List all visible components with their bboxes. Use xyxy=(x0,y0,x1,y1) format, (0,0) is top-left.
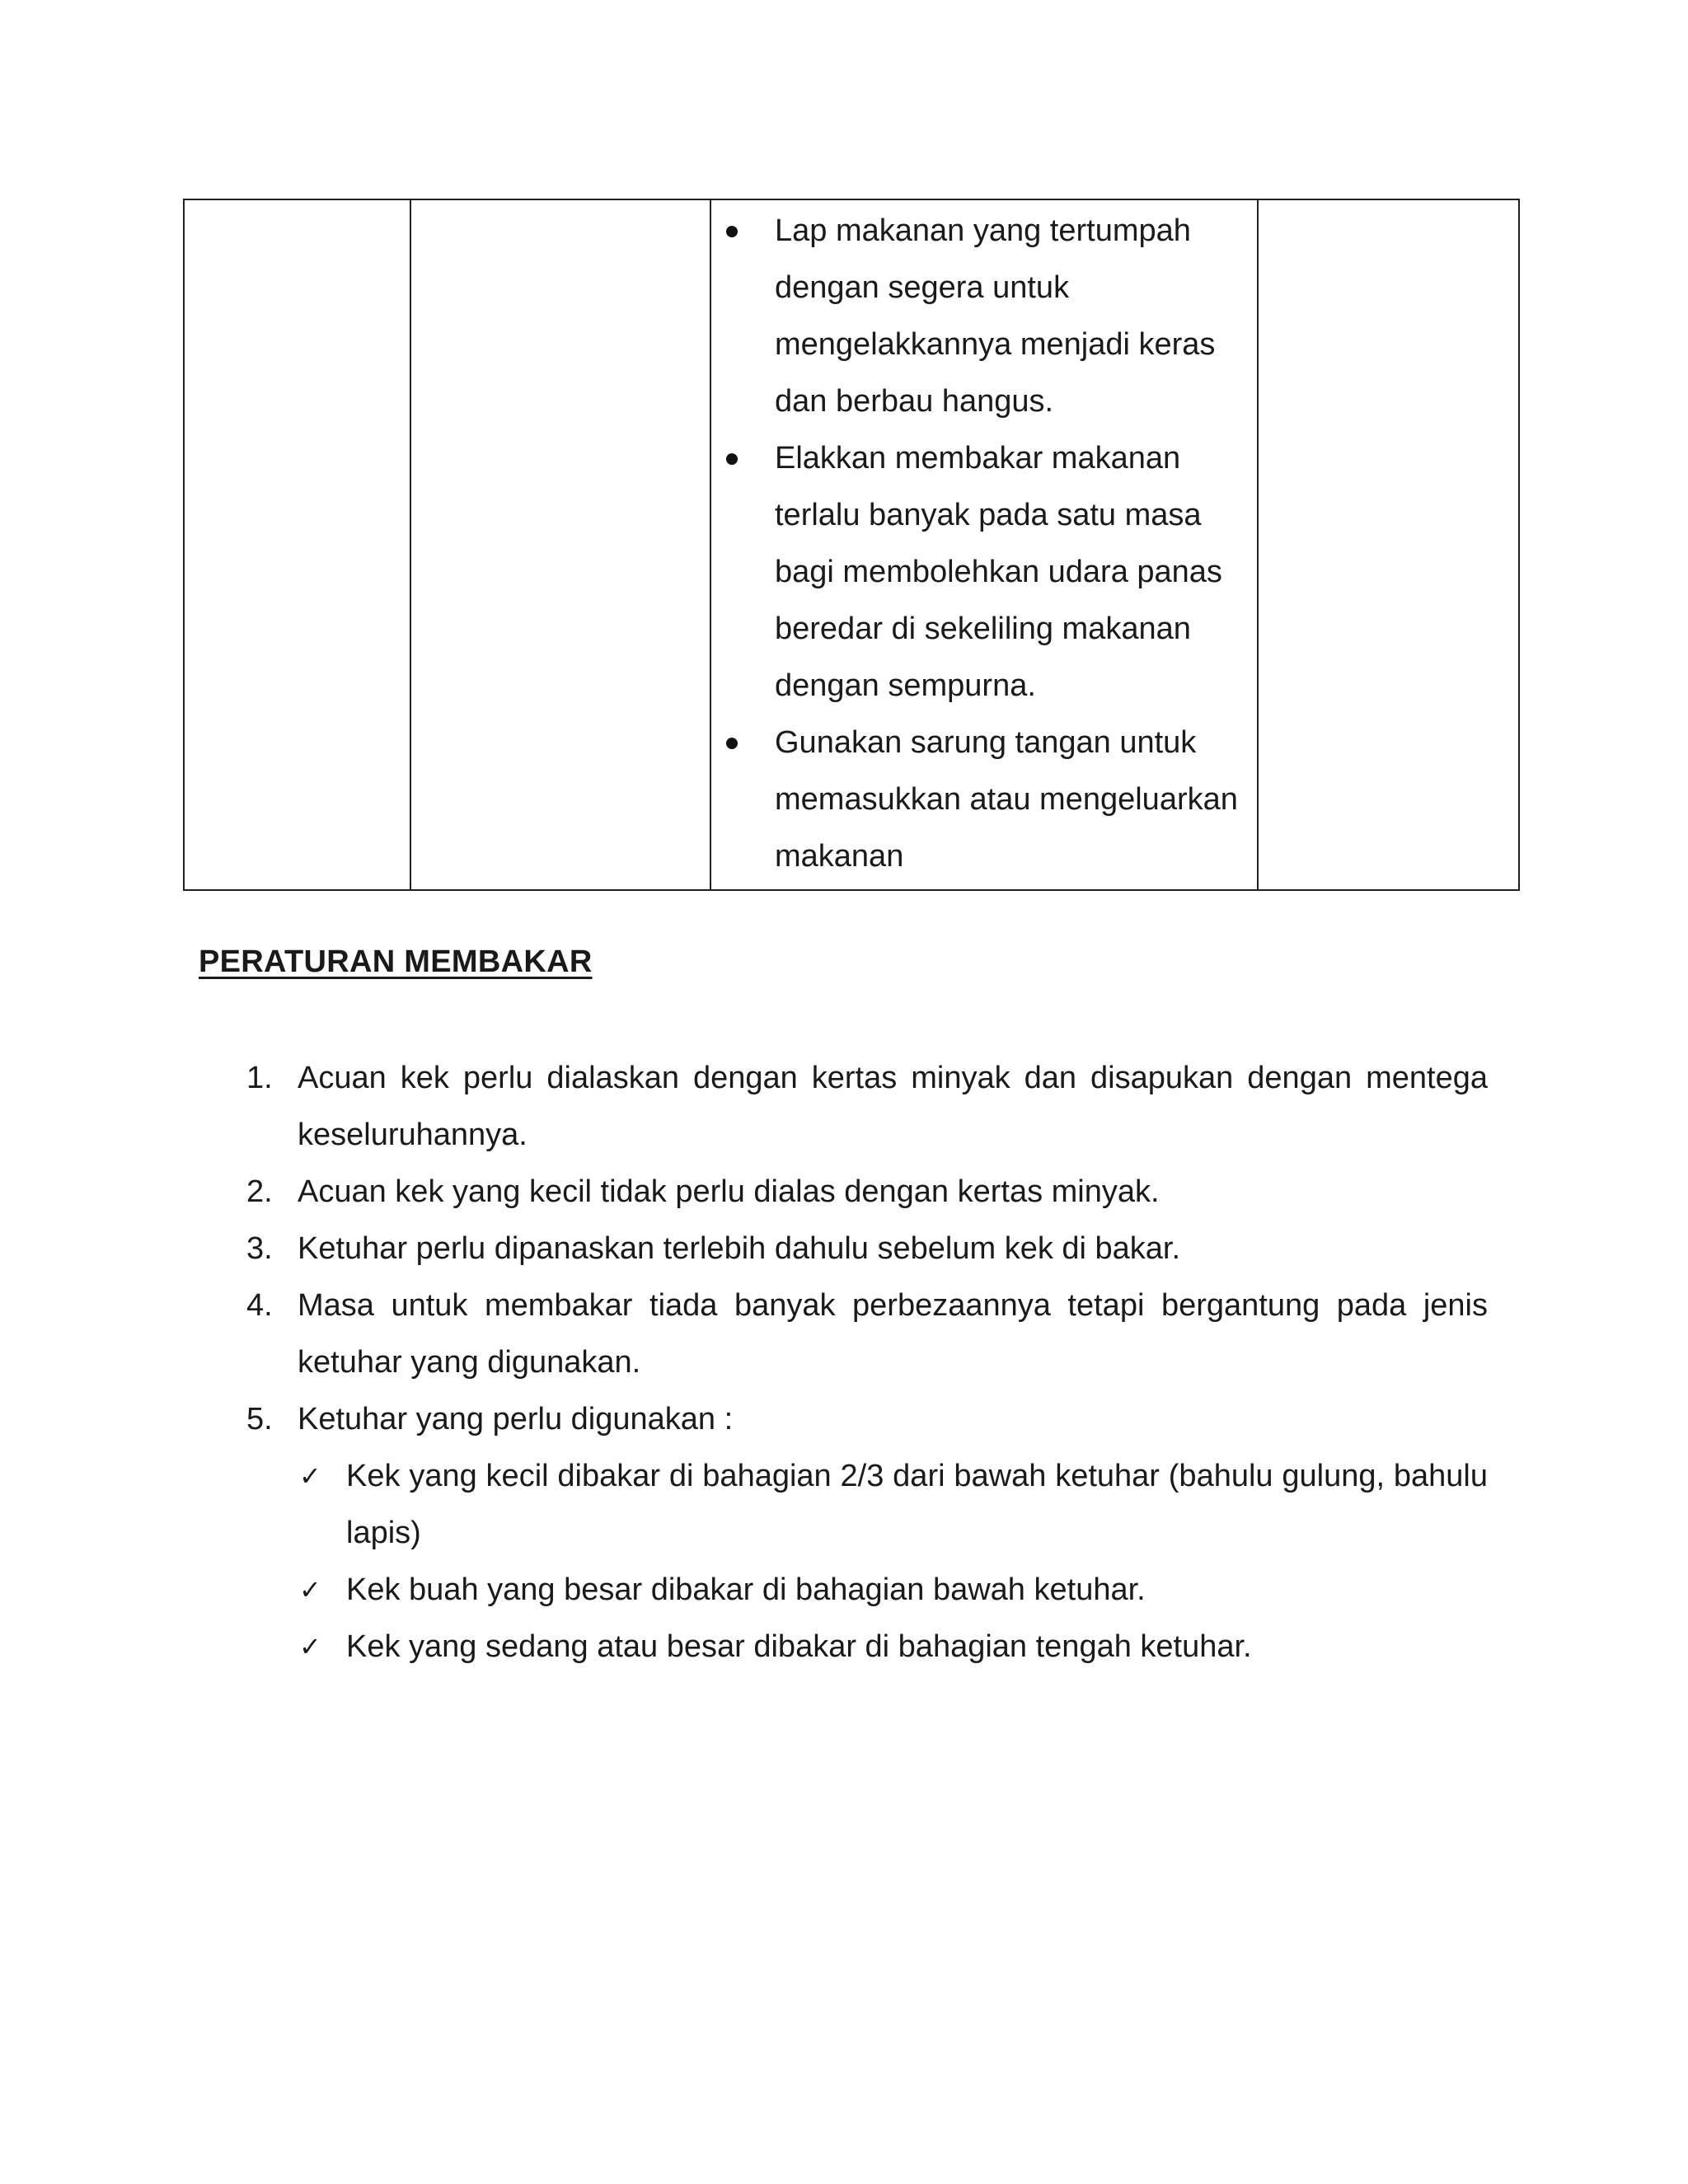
list-number: 2. xyxy=(246,1174,273,1209)
list-number: 5. xyxy=(246,1402,273,1436)
list-item xyxy=(235,1050,1488,1164)
list-item xyxy=(235,1277,1488,1391)
section-heading: PERATURAN MEMBAKAR xyxy=(199,944,593,979)
list-item xyxy=(711,430,1257,715)
list-item xyxy=(711,203,1257,430)
check-text: Kek yang sedang atau besar dibakar di bahagian tengah ketuhar. xyxy=(346,1629,1252,1664)
list-item xyxy=(298,1562,1488,1619)
checkmark-icon: ✓ xyxy=(299,1574,321,1605)
bullet-text: Gunakan sarung tangan untuk memasukkan atau mengeluarkan makanan xyxy=(775,725,1238,874)
table-cell-empty-1 xyxy=(184,199,410,890)
content-table xyxy=(183,199,1520,891)
bullet-text: Lap makanan yang tertumpah dengan segera untuk mengelakkannya menjadi keras dan berbau hangus. xyxy=(775,213,1216,419)
rule-text: Acuan kek perlu dialaskan dengan kertas minyak dan disapukan dengan mentega keseluruhannya. xyxy=(298,1061,1488,1152)
rules-list xyxy=(235,1050,1488,1675)
table-cell-bullets xyxy=(710,199,1258,890)
list-item xyxy=(298,1619,1488,1675)
list-number: 1. xyxy=(246,1061,273,1095)
list-item xyxy=(711,715,1257,885)
rule-text: Masa untuk membakar tiada banyak perbezaannya tetapi bergantung pada jenis ketuhar yang digunakan. xyxy=(298,1288,1488,1380)
table-row xyxy=(184,199,1519,890)
checkmark-list xyxy=(298,1448,1488,1675)
list-item xyxy=(235,1391,1488,1675)
bullet-list xyxy=(711,200,1257,885)
bullet-icon xyxy=(726,453,738,465)
table-cell-empty-2 xyxy=(410,199,710,890)
bullet-icon xyxy=(726,226,738,237)
rule-text: Ketuhar yang perlu digunakan : xyxy=(298,1402,734,1436)
list-number: 4. xyxy=(246,1288,273,1323)
rule-text: Ketuhar perlu dipanaskan terlebih dahulu sebelum kek di bakar. xyxy=(298,1231,1181,1266)
check-text: Kek yang kecil dibakar di bahagian 2/3 dari bawah ketuhar (bahulu gulung, bahulu lapis) xyxy=(346,1459,1488,1550)
list-item xyxy=(298,1448,1488,1562)
list-item xyxy=(235,1164,1488,1221)
list-number: 3. xyxy=(246,1231,273,1266)
bullet-icon xyxy=(726,738,738,749)
rule-text: Acuan kek yang kecil tidak perlu dialas dengan kertas minyak. xyxy=(298,1174,1160,1209)
check-text: Kek buah yang besar dibakar di bahagian bawah ketuhar. xyxy=(346,1572,1146,1607)
checkmark-icon: ✓ xyxy=(299,1460,321,1492)
list-item xyxy=(235,1221,1488,1277)
table-cell-empty-4 xyxy=(1258,199,1519,890)
checkmark-icon: ✓ xyxy=(299,1631,321,1662)
bullet-text: Elakkan membakar makanan terlalu banyak pada satu masa bagi membolehkan udara panas beredar di sekeliling makanan dengan sempurna. xyxy=(775,441,1222,703)
